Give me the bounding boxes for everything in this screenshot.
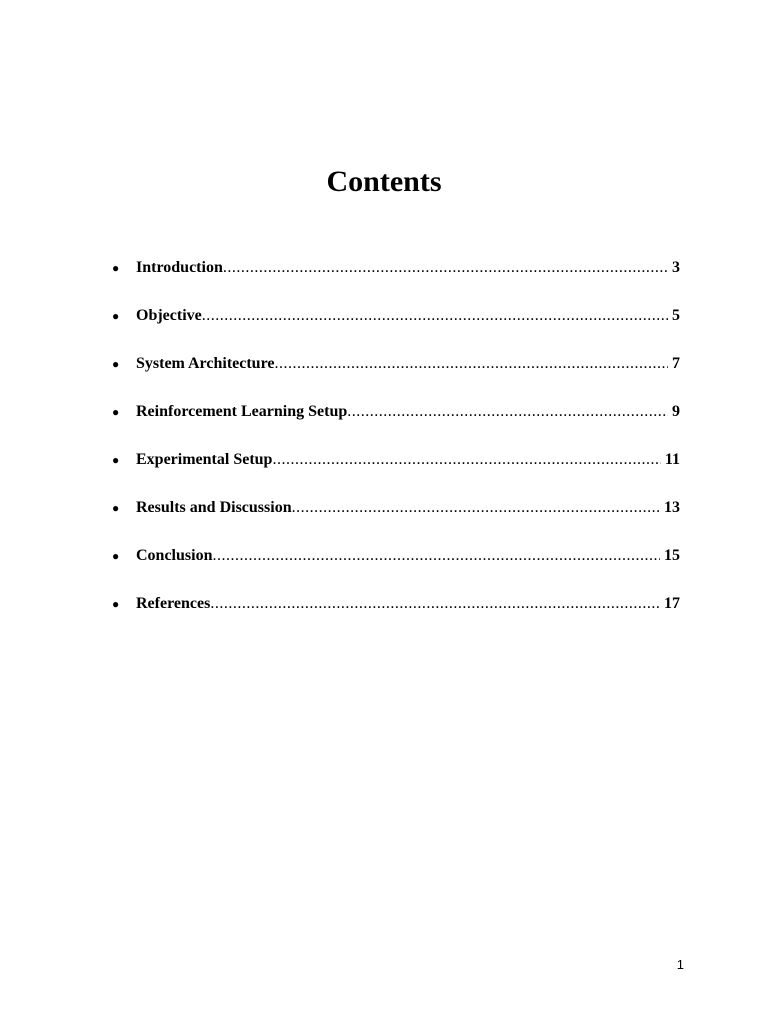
toc-entry-results-and-discussion bbox=[112, 496, 680, 520]
dot-leader bbox=[347, 400, 668, 424]
dot-leader bbox=[202, 304, 668, 328]
toc-entry-page: 3 bbox=[672, 259, 680, 276]
page-title: Contents bbox=[326, 165, 442, 199]
dot-leader bbox=[292, 496, 660, 520]
bullet-icon: ● bbox=[112, 453, 120, 467]
toc-entry-page: 13 bbox=[664, 499, 680, 516]
page-number: 1 bbox=[676, 957, 684, 972]
dot-leader bbox=[223, 256, 668, 280]
toc-entry-title: Results and Discussion bbox=[136, 499, 292, 516]
toc-entry-page: 9 bbox=[672, 403, 680, 420]
toc-entry-title: Introduction bbox=[136, 259, 223, 276]
dot-leader bbox=[272, 448, 660, 472]
toc-entry-page: 5 bbox=[672, 307, 680, 324]
bullet-icon: ● bbox=[112, 405, 120, 419]
dot-leader bbox=[212, 544, 660, 568]
bullet-icon: ● bbox=[112, 549, 120, 563]
toc-entry-objective bbox=[112, 304, 680, 328]
toc-entry-title: Conclusion bbox=[136, 547, 213, 564]
bullet-icon: ● bbox=[112, 261, 120, 275]
toc-entry-conclusion bbox=[112, 544, 680, 568]
toc-entry-introduction bbox=[112, 256, 680, 280]
toc-entry-reinforcement-learning-setup bbox=[112, 400, 680, 424]
toc-entry-references bbox=[112, 592, 680, 616]
dot-leader bbox=[274, 352, 668, 376]
toc-entry-experimental-setup bbox=[112, 448, 680, 472]
bullet-icon: ● bbox=[112, 309, 120, 323]
toc-entry-page: 17 bbox=[664, 595, 680, 612]
dot-leader bbox=[210, 592, 660, 616]
toc-entry-system-architecture bbox=[112, 352, 680, 376]
toc-entry-title: Experimental Setup bbox=[136, 451, 273, 468]
toc-entry-title: References bbox=[136, 595, 211, 612]
toc-entry-title: System Architecture bbox=[136, 355, 275, 372]
toc-entry-page: 7 bbox=[672, 355, 680, 372]
toc-entry-page: 11 bbox=[664, 451, 680, 468]
bullet-icon: ● bbox=[112, 357, 120, 371]
table-of-contents bbox=[112, 256, 680, 640]
toc-entry-page: 15 bbox=[664, 547, 680, 564]
toc-entry-title: Objective bbox=[136, 307, 202, 324]
toc-entry-title: Reinforcement Learning Setup bbox=[136, 403, 348, 420]
bullet-icon: ● bbox=[112, 597, 120, 611]
bullet-icon: ● bbox=[112, 501, 120, 515]
